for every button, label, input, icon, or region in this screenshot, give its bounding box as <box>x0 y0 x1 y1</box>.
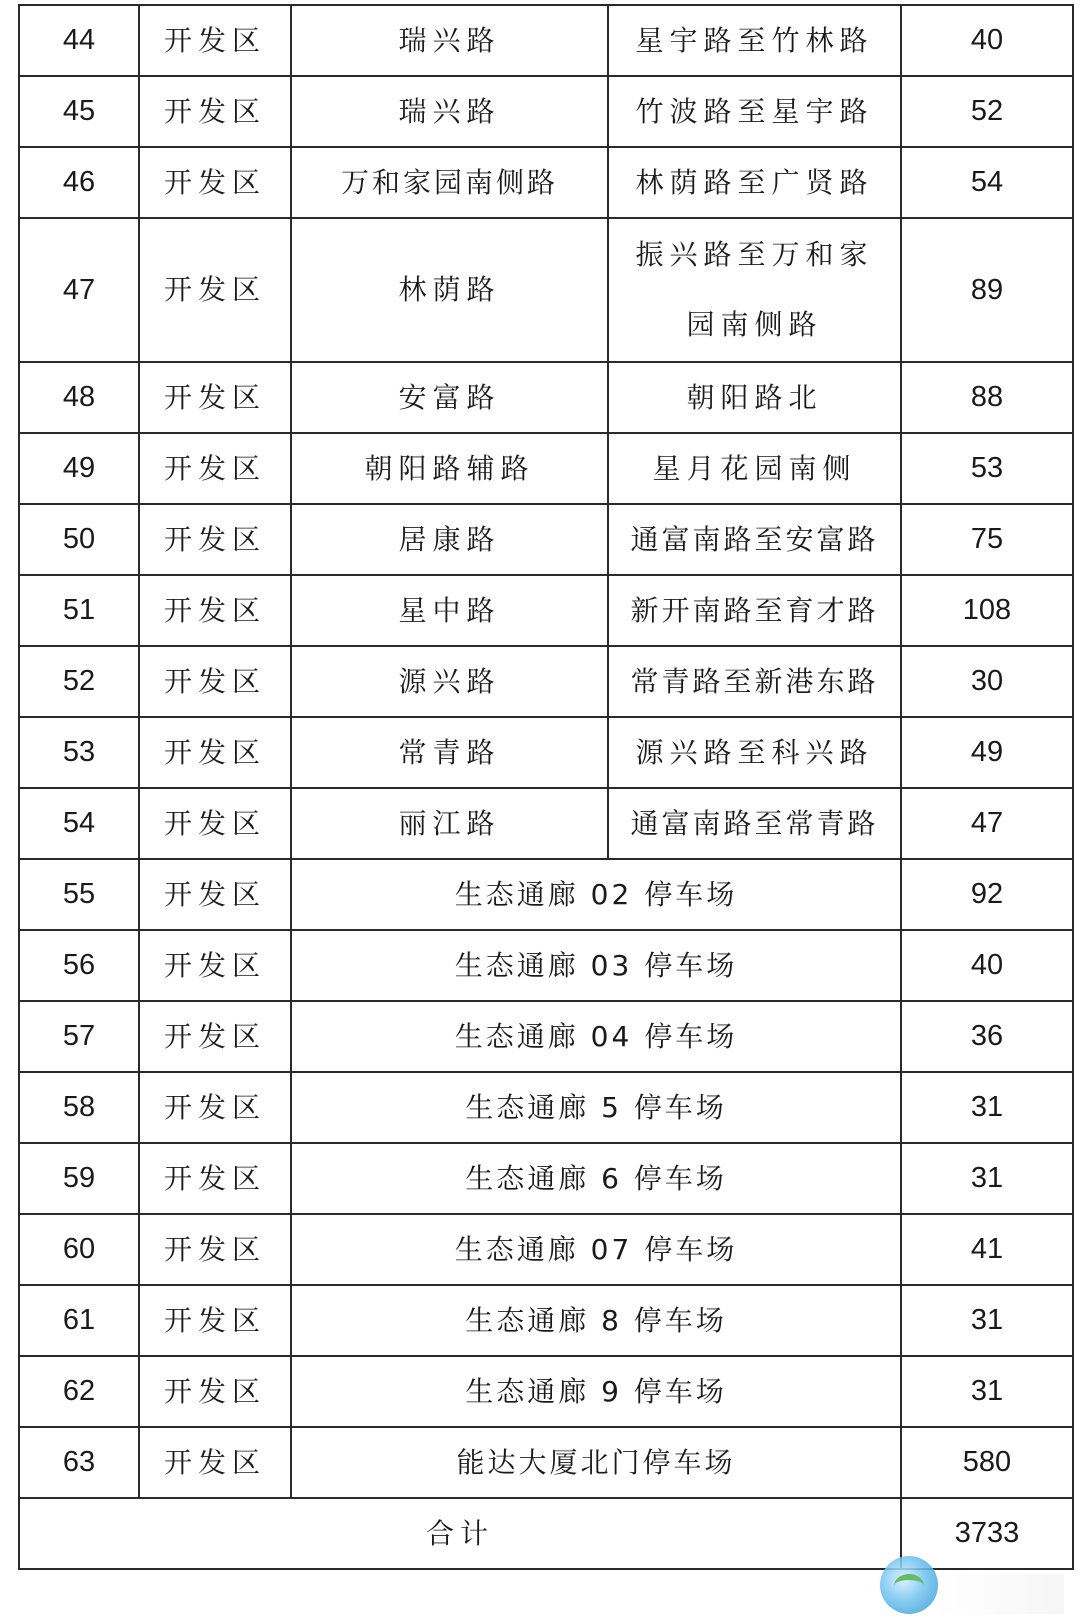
table-row <box>19 218 1073 362</box>
count-cell: 31 <box>901 1143 1073 1214</box>
row-number: 60 <box>19 1214 139 1285</box>
road-cell: 源兴路 <box>291 646 608 717</box>
row-number: 55 <box>19 859 139 930</box>
road-cell: 瑞兴路 <box>291 76 608 147</box>
section-cell: 林荫路至广贤路 <box>608 147 901 218</box>
row-number: 49 <box>19 433 139 504</box>
table-row <box>19 575 1073 646</box>
district-cell: 开发区 <box>139 1072 291 1143</box>
count-cell: 31 <box>901 1072 1073 1143</box>
row-number: 44 <box>19 5 139 76</box>
district-cell: 开发区 <box>139 859 291 930</box>
road-cell: 丽江路 <box>291 788 608 859</box>
table-row <box>19 76 1073 147</box>
table-row <box>19 1072 1073 1143</box>
count-cell: 49 <box>901 717 1073 788</box>
district-cell: 开发区 <box>139 1214 291 1285</box>
row-number: 62 <box>19 1356 139 1427</box>
section-cell: 朝阳路北 <box>608 362 901 433</box>
count-cell: 31 <box>901 1356 1073 1427</box>
section-cell: 星月花园南侧 <box>608 433 901 504</box>
table-row <box>19 147 1073 218</box>
section-cell: 竹波路至星宇路 <box>608 76 901 147</box>
district-cell: 开发区 <box>139 5 291 76</box>
watermark-bar <box>934 1574 1064 1614</box>
count-cell: 40 <box>901 5 1073 76</box>
parking-lot-cell: 生态通廊 03 停车场 <box>291 930 901 1001</box>
row-number: 51 <box>19 575 139 646</box>
count-cell: 108 <box>901 575 1073 646</box>
total-value: 3733 <box>901 1498 1073 1569</box>
district-cell: 开发区 <box>139 362 291 433</box>
row-number: 48 <box>19 362 139 433</box>
table-row <box>19 5 1073 76</box>
table-row <box>19 1356 1073 1427</box>
section-cell: 源兴路至科兴路 <box>608 717 901 788</box>
count-cell: 36 <box>901 1001 1073 1072</box>
table-row <box>19 504 1073 575</box>
total-label: 合计 <box>19 1498 901 1569</box>
district-cell: 开发区 <box>139 504 291 575</box>
parking-lot-cell: 生态通廊 04 停车场 <box>291 1001 901 1072</box>
parking-lot-cell: 能达大厦北门停车场 <box>291 1427 901 1498</box>
table-row <box>19 788 1073 859</box>
parking-lot-cell: 生态通廊 9 停车场 <box>291 1356 901 1427</box>
section-cell: 常青路至新港东路 <box>608 646 901 717</box>
district-cell: 开发区 <box>139 575 291 646</box>
road-cell: 星中路 <box>291 575 608 646</box>
row-number: 52 <box>19 646 139 717</box>
parking-lot-cell: 生态通廊 8 停车场 <box>291 1285 901 1356</box>
row-number: 54 <box>19 788 139 859</box>
count-cell: 54 <box>901 147 1073 218</box>
row-number: 53 <box>19 717 139 788</box>
road-cell: 居康路 <box>291 504 608 575</box>
section-cell: 星宇路至竹林路 <box>608 5 901 76</box>
count-cell: 30 <box>901 646 1073 717</box>
row-number: 61 <box>19 1285 139 1356</box>
row-number: 46 <box>19 147 139 218</box>
count-cell: 89 <box>901 218 1073 362</box>
district-cell: 开发区 <box>139 788 291 859</box>
table-row <box>19 646 1073 717</box>
count-cell: 75 <box>901 504 1073 575</box>
table-row <box>19 1001 1073 1072</box>
road-cell: 安富路 <box>291 362 608 433</box>
table-row <box>19 362 1073 433</box>
row-number: 58 <box>19 1072 139 1143</box>
count-cell: 580 <box>901 1427 1073 1498</box>
parking-lot-cell: 生态通廊 02 停车场 <box>291 859 901 930</box>
district-cell: 开发区 <box>139 930 291 1001</box>
table-row <box>19 1427 1073 1498</box>
row-number: 63 <box>19 1427 139 1498</box>
district-cell: 开发区 <box>139 1427 291 1498</box>
parking-table <box>18 4 1074 1570</box>
section-cell: 新开南路至育才路 <box>608 575 901 646</box>
count-cell: 47 <box>901 788 1073 859</box>
parking-lot-cell: 生态通廊 6 停车场 <box>291 1143 901 1214</box>
road-cell: 朝阳路辅路 <box>291 433 608 504</box>
table-row <box>19 1285 1073 1356</box>
district-cell: 开发区 <box>139 1001 291 1072</box>
row-number: 57 <box>19 1001 139 1072</box>
count-cell: 31 <box>901 1285 1073 1356</box>
count-cell: 41 <box>901 1214 1073 1285</box>
parking-lot-cell: 生态通廊 07 停车场 <box>291 1214 901 1285</box>
section-cell: 通富南路至常青路 <box>608 788 901 859</box>
table-row <box>19 1214 1073 1285</box>
count-cell: 53 <box>901 433 1073 504</box>
row-number: 59 <box>19 1143 139 1214</box>
count-cell: 88 <box>901 362 1073 433</box>
district-cell: 开发区 <box>139 147 291 218</box>
row-number: 47 <box>19 218 139 362</box>
section-text: 振兴路至万和家园南侧路 <box>635 238 874 341</box>
table-row <box>19 433 1073 504</box>
table-row <box>19 1143 1073 1214</box>
district-cell: 开发区 <box>139 76 291 147</box>
table-row <box>19 930 1073 1001</box>
table-row <box>19 859 1073 930</box>
watermark-logo-icon <box>880 1556 938 1614</box>
row-number: 45 <box>19 76 139 147</box>
district-cell: 开发区 <box>139 646 291 717</box>
section-cell: 通富南路至安富路 <box>608 504 901 575</box>
road-cell: 林荫路 <box>291 218 608 362</box>
road-cell: 瑞兴路 <box>291 5 608 76</box>
row-number: 50 <box>19 504 139 575</box>
district-cell: 开发区 <box>139 1143 291 1214</box>
district-cell: 开发区 <box>139 1285 291 1356</box>
section-cell <box>608 218 901 362</box>
count-cell: 40 <box>901 930 1073 1001</box>
count-cell: 52 <box>901 76 1073 147</box>
district-cell: 开发区 <box>139 218 291 362</box>
parking-lot-cell: 生态通廊 5 停车场 <box>291 1072 901 1143</box>
district-cell: 开发区 <box>139 717 291 788</box>
table-row <box>19 717 1073 788</box>
count-cell: 92 <box>901 859 1073 930</box>
road-cell: 万和家园南侧路 <box>291 147 608 218</box>
row-number: 56 <box>19 930 139 1001</box>
district-cell: 开发区 <box>139 433 291 504</box>
district-cell: 开发区 <box>139 1356 291 1427</box>
road-cell: 常青路 <box>291 717 608 788</box>
